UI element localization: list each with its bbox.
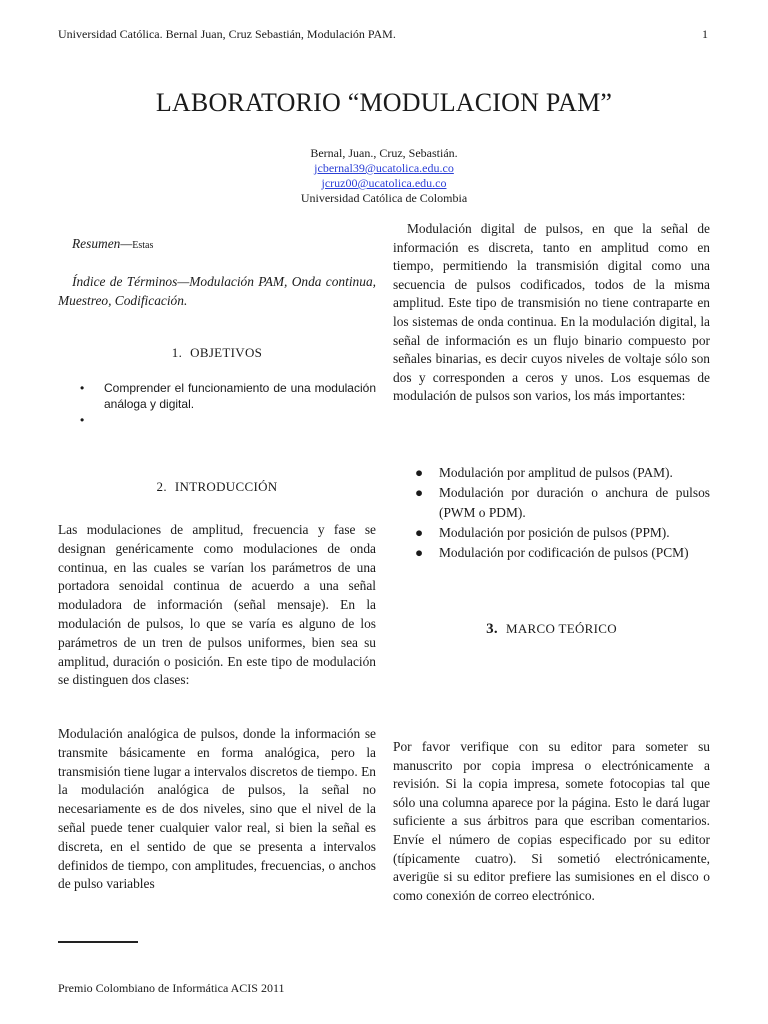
list-item: ● Modulación por duración o anchura de pulsos (PWM o PDM). <box>415 485 710 520</box>
author-email-2[interactable]: jcruz00@ucatolica.edu.co <box>321 176 447 190</box>
objetivos-list <box>58 380 376 428</box>
bullet-icon: ● <box>415 525 424 540</box>
section-number: 3. <box>486 621 498 637</box>
author-block <box>0 146 768 206</box>
section-number: 1. <box>171 345 183 360</box>
section-title: OBJETIVOS <box>190 345 263 360</box>
bullet-icon: • <box>80 413 85 427</box>
abstract-text: Estas <box>132 240 154 251</box>
running-header: Universidad Católica. Bernal Juan, Cruz Sebastián, Modulación PAM. <box>58 27 396 41</box>
bullet-icon: ● <box>415 545 424 560</box>
author-affiliation: Universidad Católica de Colombia <box>300 191 468 205</box>
section-heading-objetivos <box>58 345 376 361</box>
list-item <box>58 412 376 428</box>
bullet-icon: • <box>80 381 85 395</box>
section-number: 2. <box>156 479 167 494</box>
section-title: MARCO TEÓRICO <box>505 621 617 636</box>
paper-title: LABORATORIO “MODULACION PAM” <box>155 88 613 117</box>
bullet-icon: ● <box>415 485 424 500</box>
bullet-icon: ● <box>415 465 424 480</box>
section-heading-marco <box>393 621 710 638</box>
modulation-list <box>393 463 710 563</box>
section-heading-introduccion <box>58 479 376 495</box>
author-email-1[interactable]: jcbernal39@ucatolica.edu.co <box>314 161 454 175</box>
marco-paragraph: Por favor verifique con su editor para someter su manuscrito por copia impresa o electrónicamente a revisión. Si la copia impresa, somete fotocopias tal que sólo una columna aparece por la página. Esto le dará lugar suficiente a sus árbitros para que escriban comentarios. Envíe el número de copias especificado por su editor (típicamente cuatro). Si sometió electrónicamente, averigüe si su editor prefiere las sumisiones en el disco o como conexión de correo electrónico. <box>393 739 710 903</box>
footer-text: Premio Colombiano de Informática ACIS 2011 <box>58 981 285 995</box>
intro-paragraph-3: Modulación digital de pulsos, en que la señal de información es discreta, tanto en amplitud como en tiempo, permitiendo la transmisión digital como una secuencia de pulsos codificados, todos de la misma amplitud. Este tipo de transmisión no tiene contraparte en los sistemas de onda continua. En la modulación digital, la señal de información es un flujo binario compuesto por señales binarias, es decir cuyos niveles de voltaje sólo son dos y corresponden a ceros y unos. Los esquemas de modulación de pulsos son varios, los más importantes: <box>393 221 710 404</box>
list-item: ● Modulación por amplitud de pulsos (PAM). <box>393 463 710 483</box>
list-item: ● Modulación por codificación de pulsos (PCM) <box>393 543 710 563</box>
intro-paragraph-1: Las modulaciones de amplitud, frecuencia y fase se designan genéricamente como modulaciones de onda continua, en las cuales se varían los parámetros de una portadora senoidal continua de acuerdo a una señal moduladora de información (señal mensaje). En la modulación de pulsos, lo que se varía es alguno de los parámetros de un tren de pulsos uniformes, bien sea su amplitud, duración o posición. En este tipo de modulación se distinguen dos clases: <box>58 522 376 688</box>
abstract-label: Resumen— <box>72 236 133 251</box>
section-title: INTRODUCCIÓN <box>174 479 278 494</box>
list-item: • Comprender el funcionamiento de una modulación análoga y digital. <box>80 381 376 411</box>
list-item: ● Modulación por posición de pulsos (PPM). <box>393 523 710 543</box>
footnote-divider <box>58 941 138 943</box>
abstract <box>58 236 376 252</box>
author-names: Bernal, Juan., Cruz, Sebastián. <box>310 146 458 160</box>
intro-paragraph-2: Modulación analógica de pulsos, donde la información se transmite básicamente en forma analógica, pero la transmisión tiene lugar a intervalos discretos de tiempo. En la modulación analógica de pulsos, la señal no necesariamente es de dos niveles, sino que el nivel de la señal puede tener cualquier valor real, si bien la señal es discreta, en el sentido de que se presenta a intervalos definidos de tiempo, con amplitudes, frecuencias, o anchos de pulso variables <box>58 726 376 892</box>
index-terms: Índice de Términos—Modulación PAM, Onda continua, Muestreo, Codificación. <box>58 274 376 308</box>
page-number: 1 <box>702 27 708 41</box>
